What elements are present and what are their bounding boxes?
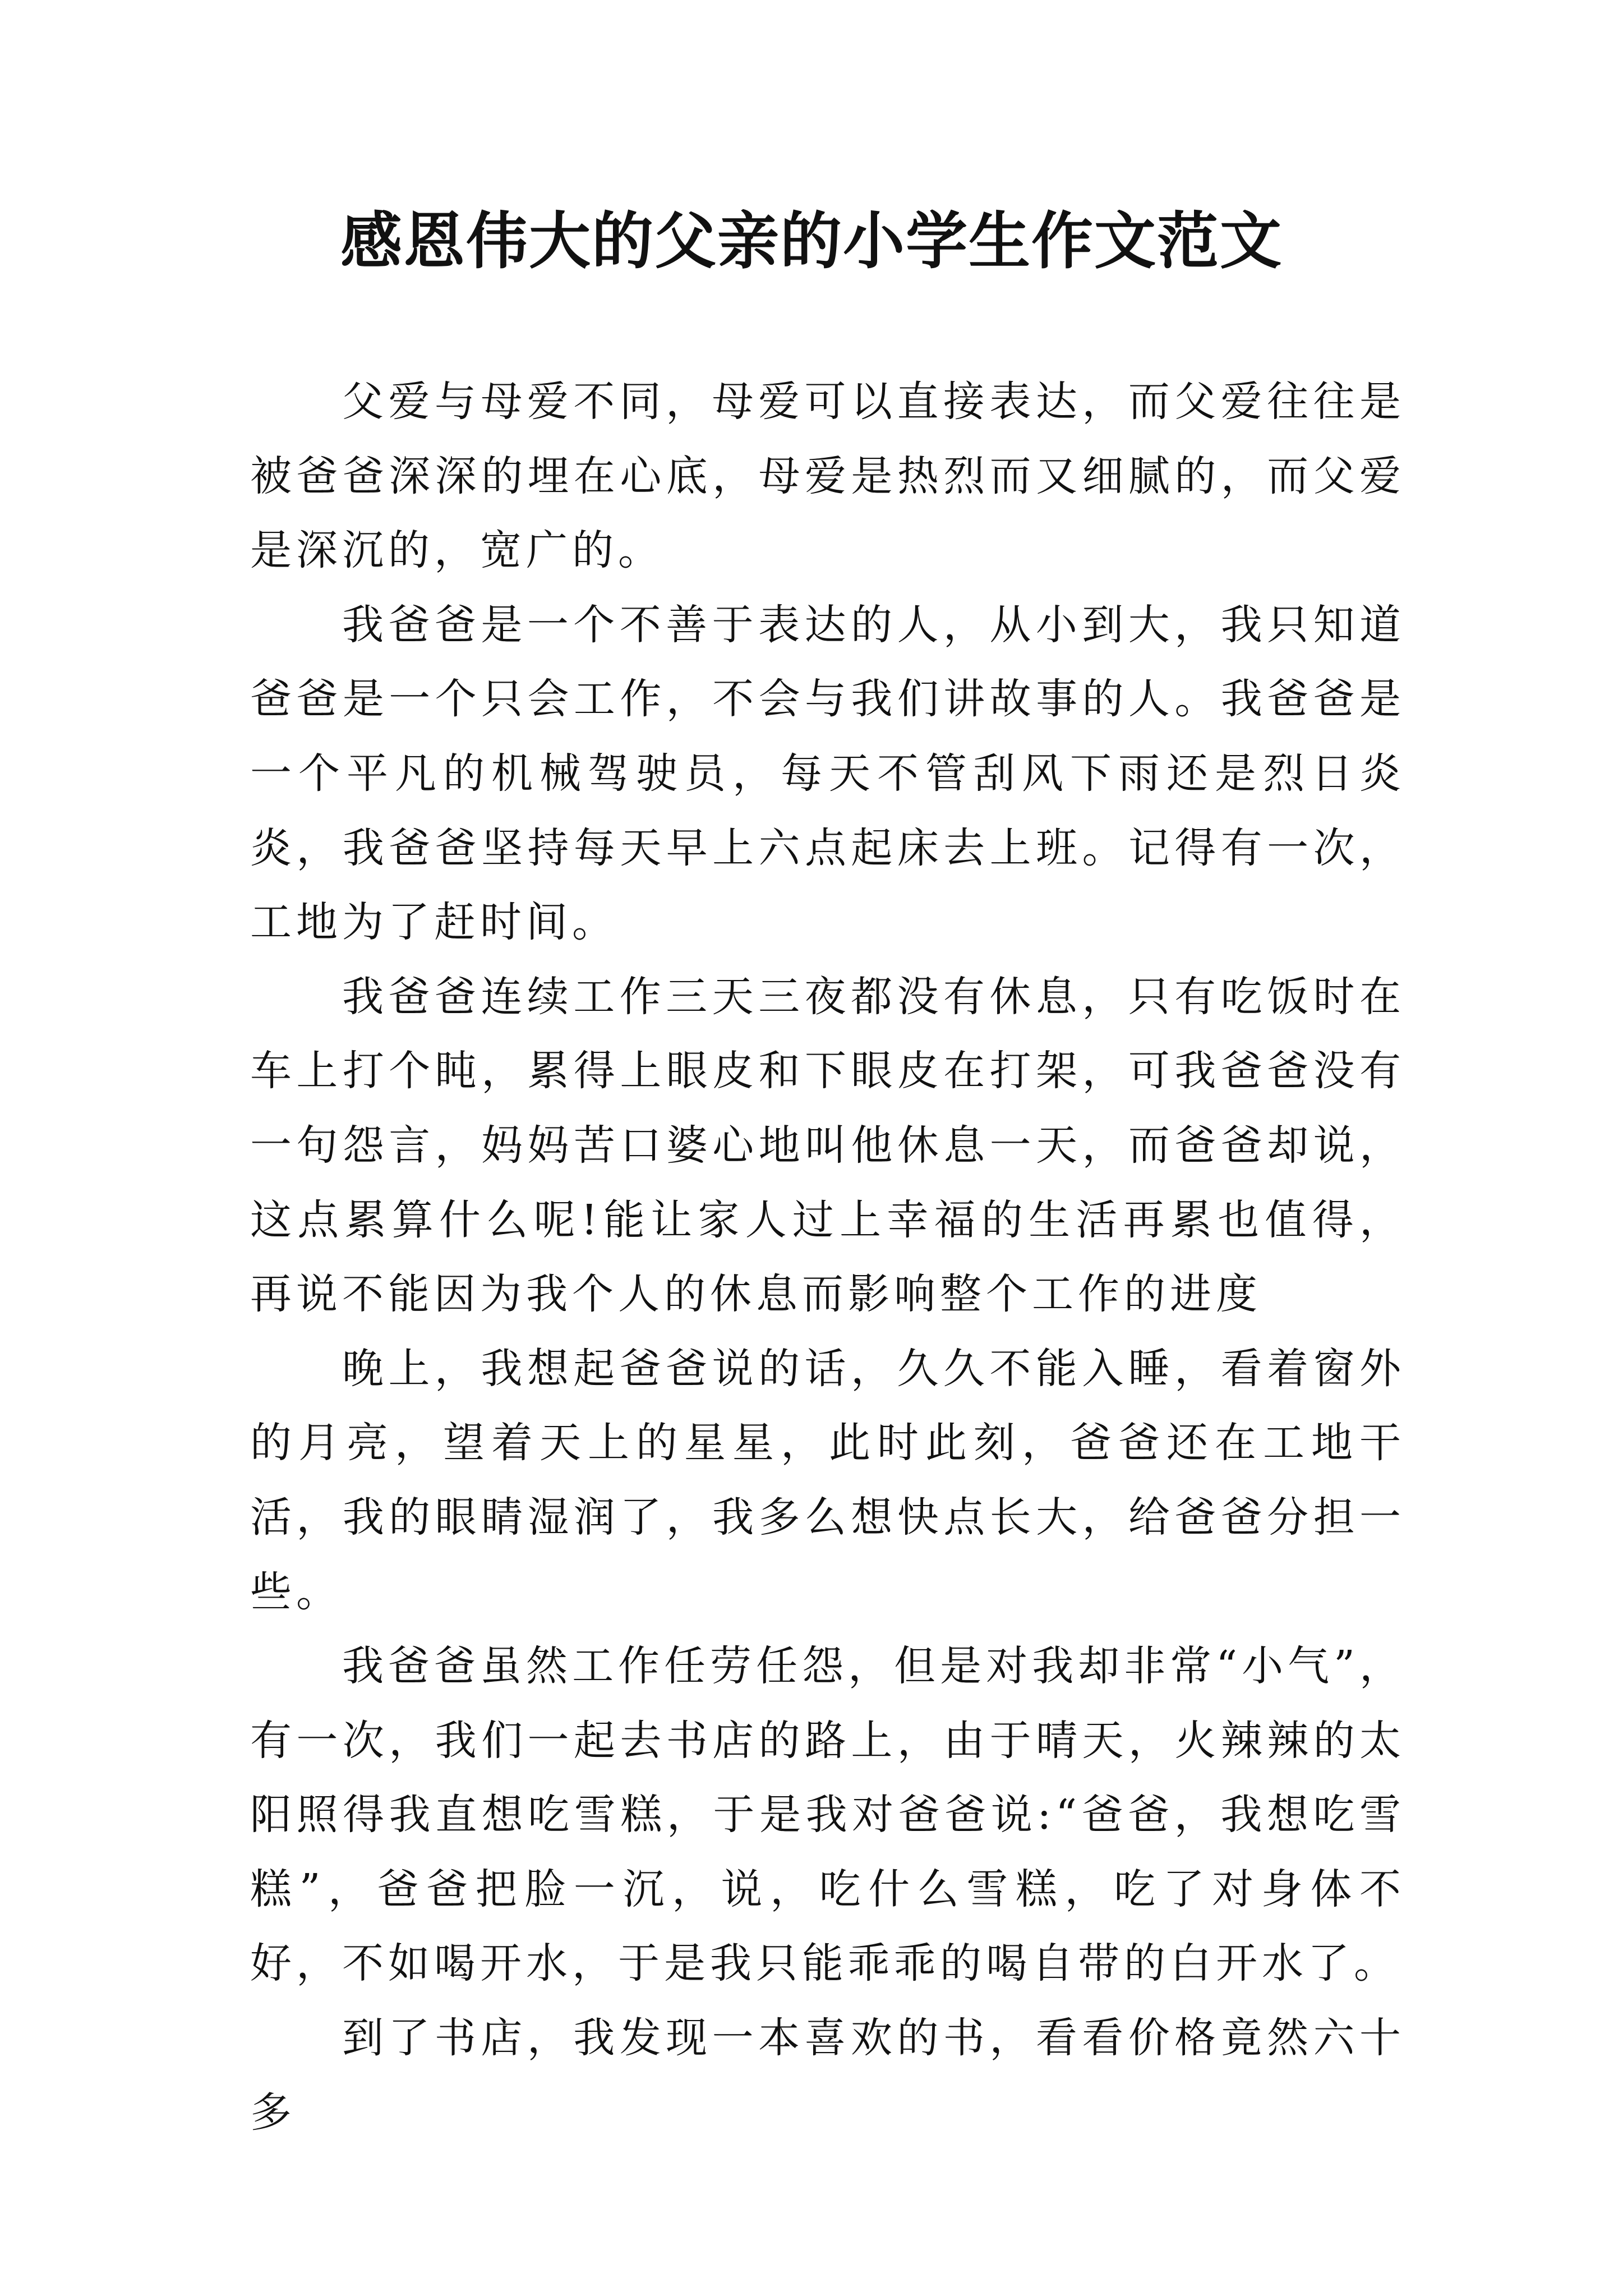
document-title: 感恩伟大的父亲的小学生作文范文 (340, 205, 1283, 277)
paragraph-1: 父爱与母爱不同，母爱可以直接表达，而父爱往往是被爸爸深深的埋在心底，母爱是热烈而又细腻的，而父爱是深沉的，宽广的。 (250, 378, 1405, 575)
paragraph-6: 到了书店，我发现一本喜欢的书，看看价格竟然六十多 (250, 2014, 1405, 2137)
paragraph-4: 晚上，我想起爸爸说的话，久久不能入睡，看着窗外的月亮，望着天上的星星，此时此刻，爸爸还在工地干活，我的眼睛湿润了，我多么想快点长大，给爸爸分担一些。 (250, 1344, 1405, 1616)
paragraph-2: 我爸爸是一个不善于表达的人，从小到大，我只知道爸爸是一个只会工作，不会与我们讲故事的人。我爸爸是一个平凡的机械驾驶员，每天不管刮风下雨还是烈日炎炎，我爸爸坚持每天早上六点起床去上班。记得有一次，工地为了赶时间。 (250, 600, 1405, 947)
document-body (250, 365, 1405, 2150)
paragraph-5: 我爸爸虽然工作任劳任怨，但是对我却非常“小气”，有一次，我们一起去书店的路上，由于晴天，火辣辣的太阳照得我直想吃雪糕，于是我对爸爸说:“爸爸，我想吃雪糕”，爸爸把脸一沉，说，吃什么雪糕，吃了对身体不好，不如喝开水，于是我只能乖乖的喝自带的白开水了。 (250, 1642, 1405, 1988)
paragraph-3: 我爸爸连续工作三天三夜都没有休息，只有吃饭时在车上打个盹，累得上眼皮和下眼皮在打架，可我爸爸没有一句怨言，妈妈苦口婆心地叫他休息一天，而爸爸却说，这点累算什么呢!能让家人过上幸福的生活再累也值得，再说不能因为我个人的休息而影响整个工作的进度 (250, 972, 1405, 1319)
